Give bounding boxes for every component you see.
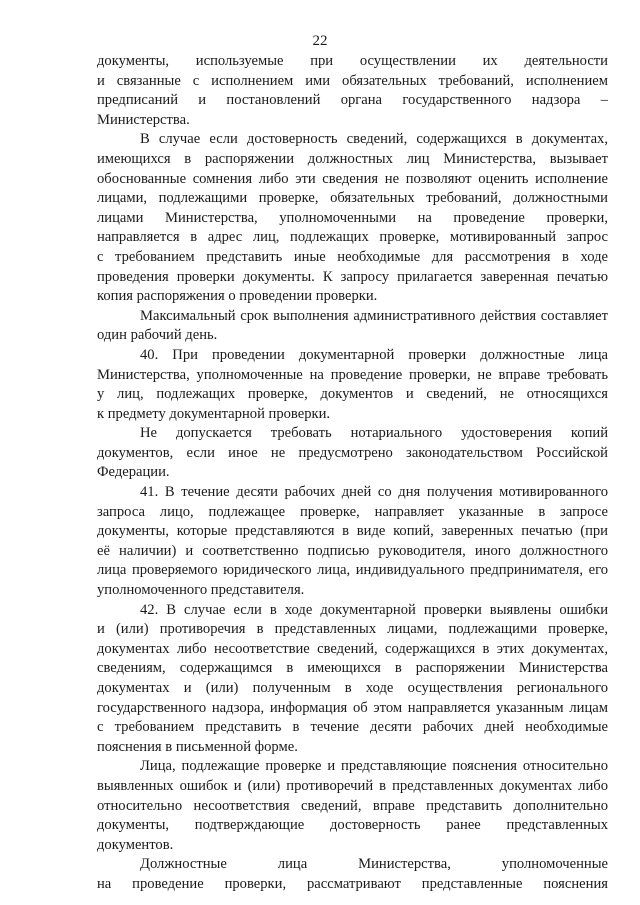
- text-line: сведениям, содержащимся в имеющихся в распоряжении Министерства: [97, 660, 608, 677]
- text-line: лица проверяемого юридического лица, индивидуального предпринимателя, его: [97, 562, 608, 579]
- page-number: 22: [312, 33, 328, 49]
- text-line: Должностные лица Министерства, уполномоченные: [140, 856, 608, 873]
- text-line: с требованием представить иные необходимые для рассмотрения в ходе: [97, 248, 608, 265]
- text-line: Министерства, уполномоченные на проведение проверки, не вправе требовать: [97, 366, 608, 383]
- text-line: документах и (или) полученным в ходе осуществления регионального: [97, 680, 608, 696]
- text-line: документов.: [97, 836, 174, 853]
- paragraph-notarization: [97, 424, 608, 483]
- text-line: Министерства.: [97, 111, 190, 128]
- text-line: проведения проверки документы. К запросу прилагается заверенная печатью: [97, 268, 608, 285]
- text-line: Лица, подлежащие проверке и представляющие пояснения относительно: [140, 758, 608, 775]
- text-line: лицами Министерства, уполномоченными на проведение проверки,: [97, 209, 608, 226]
- text-line: лицами, подлежащими проверке, обязательных требований, должностными: [97, 190, 608, 207]
- text-line: имеющихся в распоряжении должностных лиц Министерства, вызывает: [97, 150, 608, 167]
- text-line: на проведение проверки, рассматривают представленные пояснения: [97, 875, 608, 892]
- text-line: документах либо несоответствие сведений, содержащихся в этих документах,: [97, 640, 608, 657]
- text-line: к предмету документарной проверки.: [97, 405, 331, 422]
- text-line: у лиц, подлежащих проверке, документов и сведений, не относящихся: [97, 386, 608, 403]
- text-line: предписаний и постановлений органа государственного надзора –: [97, 92, 608, 109]
- paragraph-max-duration: [97, 307, 608, 346]
- paragraph-item-41: [97, 483, 608, 601]
- text-line: один рабочий день.: [97, 327, 218, 344]
- paragraph-doubtful-information: [97, 130, 608, 306]
- text-line: и связанные с исполнением ими обязательных требований, исполнением: [97, 72, 608, 89]
- text-line: Максимальный срок выполнения административного действия составляет: [140, 307, 608, 324]
- text-line: документы, используемые при осуществлении их деятельности: [97, 53, 608, 69]
- text-line: Не допускается требовать нотариального удостоверения копий: [140, 425, 608, 442]
- document-body: [97, 52, 608, 895]
- text-line: запроса лицо, подлежащее проверке, направляет указанные в запросе: [97, 503, 608, 520]
- text-line: документов, если иное не предусмотрено законодательством Российской: [97, 444, 608, 461]
- text-line: государственного надзора, информация об этом направляется указанным лицам: [97, 699, 608, 716]
- paragraph-continuation: [97, 52, 608, 130]
- text-line: В случае если достоверность сведений, содержащихся в документах,: [140, 131, 608, 148]
- text-line: обоснованные сомнения либо эти сведения не позволяют оценить исполнение: [97, 170, 608, 187]
- text-line: и (или) противоречия в представленных лицами, подлежащими проверке,: [97, 621, 608, 638]
- text-line: уполномоченного представителя.: [97, 582, 305, 599]
- paragraph-officials-review: [97, 855, 608, 894]
- text-line: 40. При проведении документарной проверки должностные лица: [140, 346, 608, 363]
- text-line: относительно несоответствия сведений, вправе представить дополнительно: [97, 797, 608, 814]
- paragraph-item-40: [97, 346, 608, 424]
- text-line: пояснения в письменной форме.: [97, 738, 298, 755]
- text-line: 41. В течение десяти рабочих дней со дня получения мотивированного: [140, 484, 608, 501]
- text-line: Федерации.: [97, 464, 170, 481]
- text-line: направляется в адрес лиц, подлежащих проверке, мотивированный запрос: [97, 229, 608, 246]
- text-line: выявленных ошибок и (или) противоречий в представленных документах либо: [97, 777, 608, 794]
- text-line: с требованием представить в течение десяти рабочих дней необходимые: [97, 719, 608, 736]
- text-line: документы, подтверждающие достоверность ранее представленных: [97, 817, 608, 834]
- paragraph-item-42: [97, 601, 608, 758]
- paragraph-explanations: [97, 757, 608, 855]
- text-line: документы, которые представляются в виде копий, заверенных печатью (при: [97, 523, 608, 540]
- text-line: её наличии) и соответственно подписью руководителя, иного должностного: [97, 542, 608, 559]
- text-line: 42. В случае если в ходе документарной проверки выявлены ошибки: [140, 601, 608, 618]
- text-line: копия распоряжения о проведении проверки.: [97, 288, 378, 305]
